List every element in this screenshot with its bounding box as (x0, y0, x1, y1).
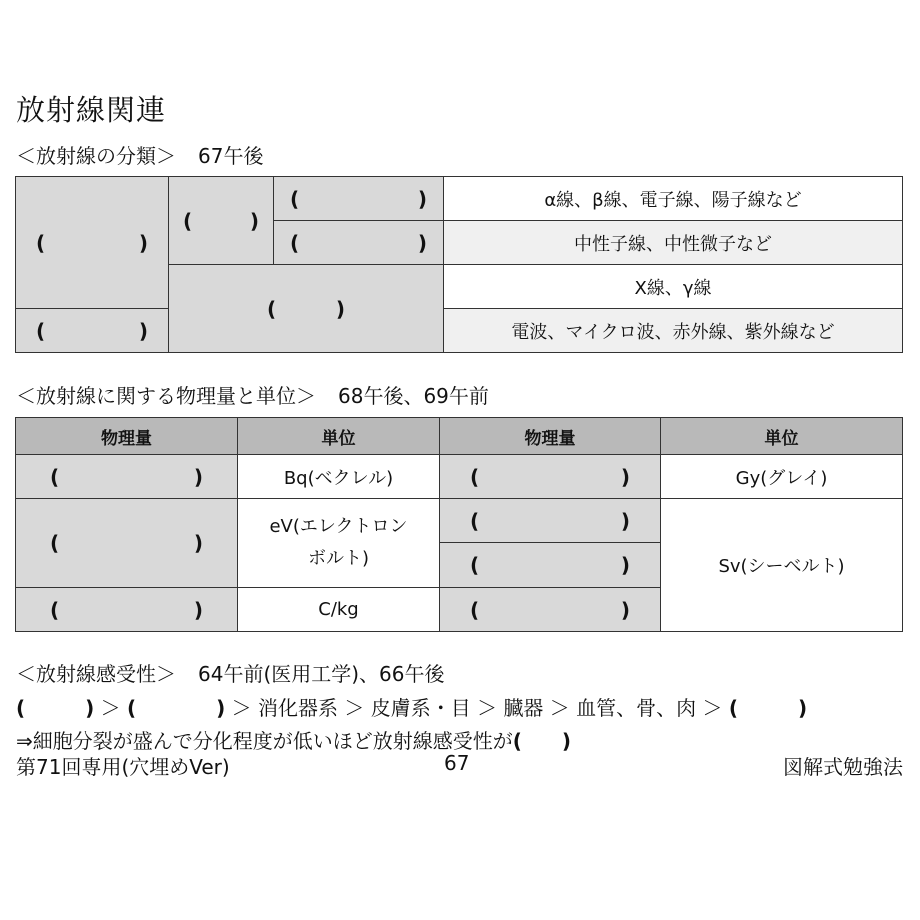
blank-cell: ( ) (15, 176, 169, 309)
unit-cell: Sv(シーベルト) (660, 498, 903, 632)
blank-cell: ( ) (273, 220, 444, 265)
blank-cell: ( ) (439, 498, 661, 543)
blank-cell: ( ) (439, 542, 661, 588)
sensitivity-heading (16, 658, 445, 687)
organ-item: 血管、骨、肉 (576, 696, 697, 720)
organ-item: 皮膚系・目 (370, 696, 471, 720)
quantities-exam-ref: 68午後、69午前 (338, 384, 489, 408)
blank-cell: ( ) (15, 454, 238, 499)
blank-cell: ( ) (439, 587, 661, 632)
sensitivity-title: ＜放射線感受性＞ (16, 662, 176, 686)
example-cell: α線、β線、電子線、陽子線など (443, 176, 903, 221)
unit-cell: Gy(グレイ) (660, 454, 903, 499)
header-cell: 単位 (237, 417, 440, 455)
example-cell: 電波、マイクロ波、赤外線、紫外線など (443, 308, 903, 353)
classification-heading (16, 140, 263, 169)
unit-cell: C/kg (237, 587, 440, 632)
sensitivity-order: ( ) ＞ ( ) ＞ 消化器系 ＞ 皮膚系・目 ＞ 臓器 ＞ 血管、骨、肉 ＞ ( ) (16, 696, 808, 720)
classification-exam-ref: 67午後 (198, 144, 264, 168)
organ-item: 消化器系 (258, 696, 338, 720)
header-cell: 物理量 (439, 417, 661, 455)
blank-cell: ( ) (439, 454, 661, 499)
blank-cell: ( ) (15, 498, 238, 588)
example-cell: 中性子線、中性微子など (443, 220, 903, 265)
example-cell: X線、γ線 (443, 264, 903, 309)
footer-left: 第71回専用(穴埋めVer) (16, 755, 230, 779)
unit-cell: eV(エレクトロン ボルト) (237, 498, 440, 588)
blank-cell: ( ) (273, 176, 444, 221)
blank-cell: ( ) (168, 176, 274, 265)
page-number: 67 (444, 751, 470, 775)
quantities-title: ＜放射線に関する物理量と単位＞ (16, 384, 316, 408)
blank-cell: ( ) (15, 587, 238, 632)
footer-right: 図解式勉強法 (783, 755, 903, 779)
classification-title: ＜放射線の分類＞ (16, 144, 176, 168)
organ-item: 臓器 (503, 696, 544, 720)
blank-cell: ( ) (168, 264, 444, 353)
sensitivity-note: ⇒細胞分裂が盛んで分化程度が低いほど放射線感受性が( ) (16, 729, 572, 753)
blank-cell: ( ) (15, 308, 169, 353)
header-cell: 物理量 (15, 417, 238, 455)
sensitivity-exam-ref: 64午前(医用工学)、66午後 (198, 662, 445, 686)
quantities-heading (16, 380, 489, 409)
unit-cell: Bq(ベクレル) (237, 454, 440, 499)
header-cell: 単位 (660, 417, 903, 455)
page-title: 放射線関連 (16, 93, 167, 127)
